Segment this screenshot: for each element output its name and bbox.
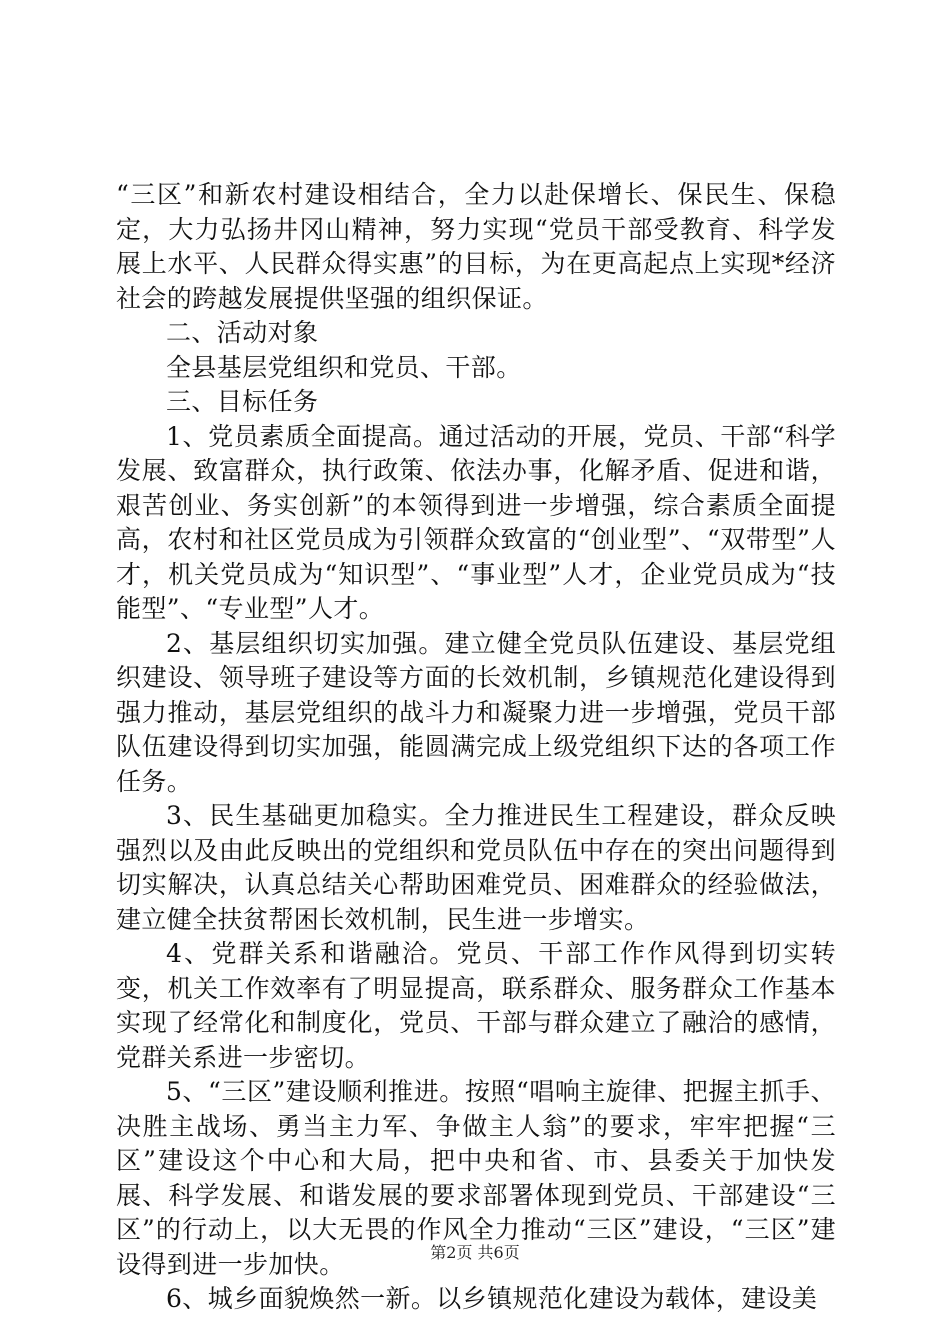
- paragraph-goal-4: 4、党群关系和谐融洽。党员、干部工作作风得到切实转变，机关工作效率有了明显提高，联系群众、服务群众工作基本实现了经常化和制度化，党员、干部与群众建立了融洽的感情，党群关系进一步密切。: [116, 939, 836, 1072]
- paragraph-goal-1: 1、党员素质全面提高。通过活动的开展，党员、干部“科学发展、致富群众，执行政策、依法办事，化解矛盾、促进和谐，艰苦创业、务实创新”的本领得到进一步增强，综合素质全面提高，农村和社区党员成为引领群众致富的“创业型”、“双带型”人才，机关党员成为“知识型”、“事业型”人才，企业党员成为“技能型”、“专业型”人才。: [116, 421, 836, 623]
- paragraph-goal-6: 6、城乡面貌焕然一新。以乡镇规范化建设为载体，建设美: [166, 1284, 818, 1313]
- section-heading-goals: 三、目标任务: [166, 387, 319, 416]
- paragraph-activity-target: 全县基层党组织和党员、干部。: [166, 352, 522, 382]
- paragraph-goal-3: 3、民生基础更加稳实。全力推进民生工程建设，群众反映强烈以及由此反映出的党组织和党员队伍中存在的突出问题得到切实解决，认真总结关心帮助困难党员、困难群众的经验做法，建立健全扶贫帮困长效机制，民生进一步增实。: [116, 801, 836, 934]
- page-footer: [0, 1243, 950, 1263]
- paragraph-continuation: “三区”和新农村建设相结合，全力以赴保增长、保民生、保稳定，大力弘扬井冈山精神，努力实现“党员干部受教育、科学发展上水平、人民群众得实惠”的目标，为在更高起点上实现*经济社会的跨越发展提供坚强的组织保证。: [116, 180, 836, 313]
- document-body: [116, 178, 836, 1317]
- section-heading-activity-target: 二、活动对象: [166, 318, 319, 347]
- page-number-label: 第2页 共6页: [430, 1243, 520, 1262]
- paragraph-goal-5: 5、“三区”建设顺利推进。按照“唱响主旋律、把握主抓手、决胜主战场、勇当主力军、争做主人翁”的要求，牢牢把握“三区”建设这个中心和大局，把中央和省、市、县委关于加快发展、科学发展、和谐发展的要求部署体现到党员、干部建设“三区”的行动上，以大无畏的作风全力推动“三区”建设，“三区”建设得到进一步加快。: [116, 1077, 836, 1279]
- paragraph-goal-2: 2、基层组织切实加强。建立健全党员队伍建设、基层党组织建设、领导班子建设等方面的长效机制，乡镇规范化建设得到强力推动，基层党组织的战斗力和凝聚力进一步增强，党员干部队伍建设得到切实加强，能圆满完成上级党组织下达的各项工作任务。: [116, 628, 836, 796]
